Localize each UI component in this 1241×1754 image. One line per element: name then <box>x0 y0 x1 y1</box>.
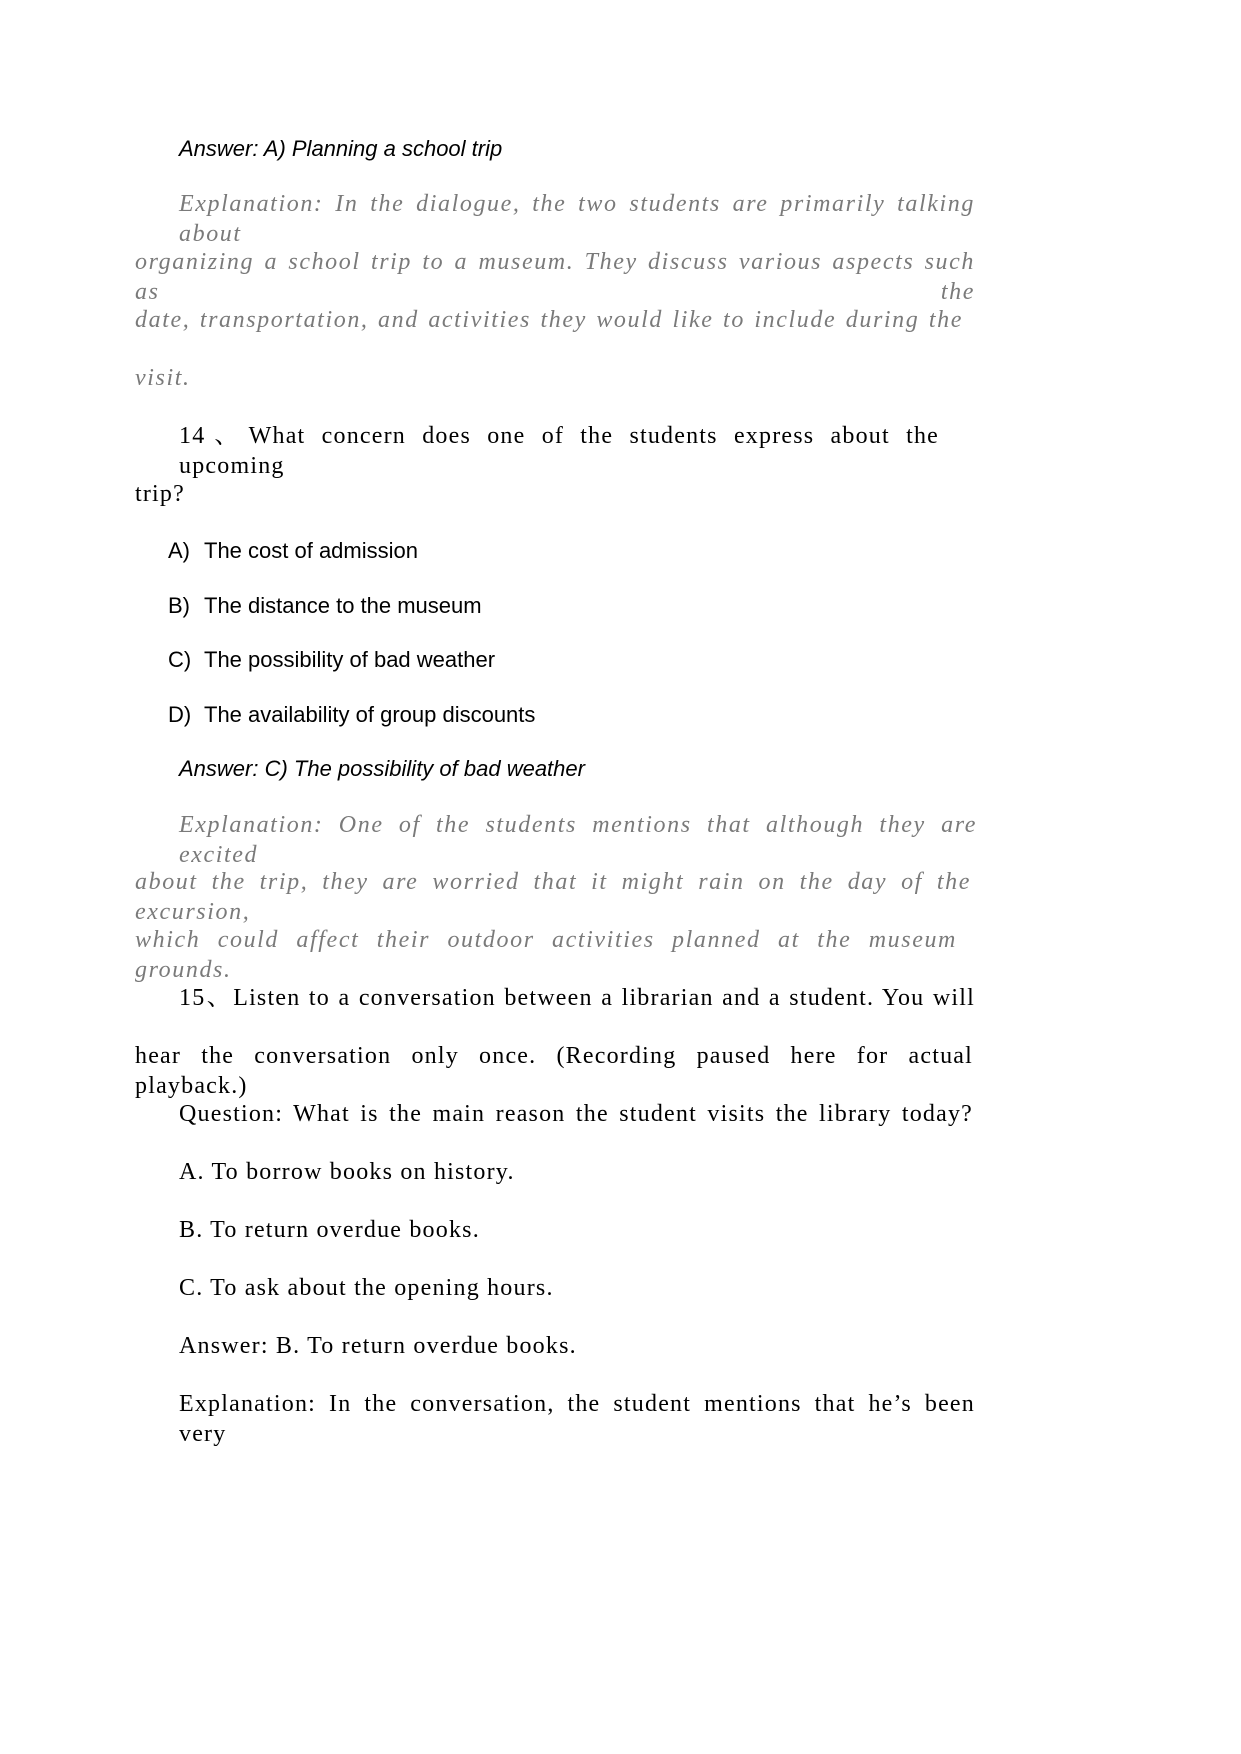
q14-option-d-text: The availability of group discounts <box>204 702 536 727</box>
q14-option-a-text: The cost of admission <box>204 538 418 563</box>
q13-explanation-line-3: date, transportation, and activities they would like to include during the <box>135 307 963 333</box>
q13-explanation-line-2: organizing a school trip to a museum. They discuss various aspects such as the <box>135 249 975 305</box>
q15-explanation: Explanation: In the conversation, the student mentions that he’s been very <box>179 1391 975 1447</box>
q14-option-c-letter: C) <box>168 647 192 672</box>
q13-answer: Answer: A) Planning a school trip <box>179 136 503 161</box>
q14-question-line-2: trip? <box>135 481 185 507</box>
q15-intro-line-1: 15、Listen to a conversation between a librarian and a student. You will <box>179 985 975 1011</box>
q14-option-c-text: The possibility of bad weather <box>204 647 496 672</box>
q14-option-a-letter: A) <box>168 538 190 563</box>
q13-explanation-line-1: Explanation: In the dialogue, the two students are primarily talking about <box>179 191 975 247</box>
q15-answer: Answer: B. To return overdue books. <box>179 1333 577 1359</box>
q14-option-b <box>168 591 482 621</box>
q14-option-c <box>168 645 495 675</box>
q14-explanation-line-1: Explanation: One of the students mentions that although they are excited <box>179 812 977 868</box>
q14-option-b-text: The distance to the museum <box>204 593 482 618</box>
q15-intro-line-2: hear the conversation only once. (Recording paused here for actual playback.) <box>135 1043 973 1099</box>
q14-explanation-line-2: about the trip, they are worried that it might rain on the day of the excursion, <box>135 869 971 925</box>
q14-option-a <box>168 536 418 566</box>
q15-option-b: B. To return overdue books. <box>179 1217 480 1243</box>
q13-explanation-line-4: visit. <box>135 365 191 391</box>
q14-option-b-letter: B) <box>168 593 190 618</box>
q14-question-line-1: 14、What concern does one of the students express about the upcoming <box>179 423 939 479</box>
q15-option-a: A. To borrow books on history. <box>179 1159 515 1185</box>
q14-explanation-line-3: which could affect their outdoor activities planned at the museum grounds. <box>135 927 957 983</box>
q14-option-d-letter: D) <box>168 702 192 727</box>
q15-option-c: C. To ask about the opening hours. <box>179 1275 554 1301</box>
q15-question: Question: What is the main reason the student visits the library today? <box>179 1101 973 1127</box>
q14-answer: Answer: C) The possibility of bad weather <box>179 756 585 781</box>
q14-option-d <box>168 700 535 730</box>
